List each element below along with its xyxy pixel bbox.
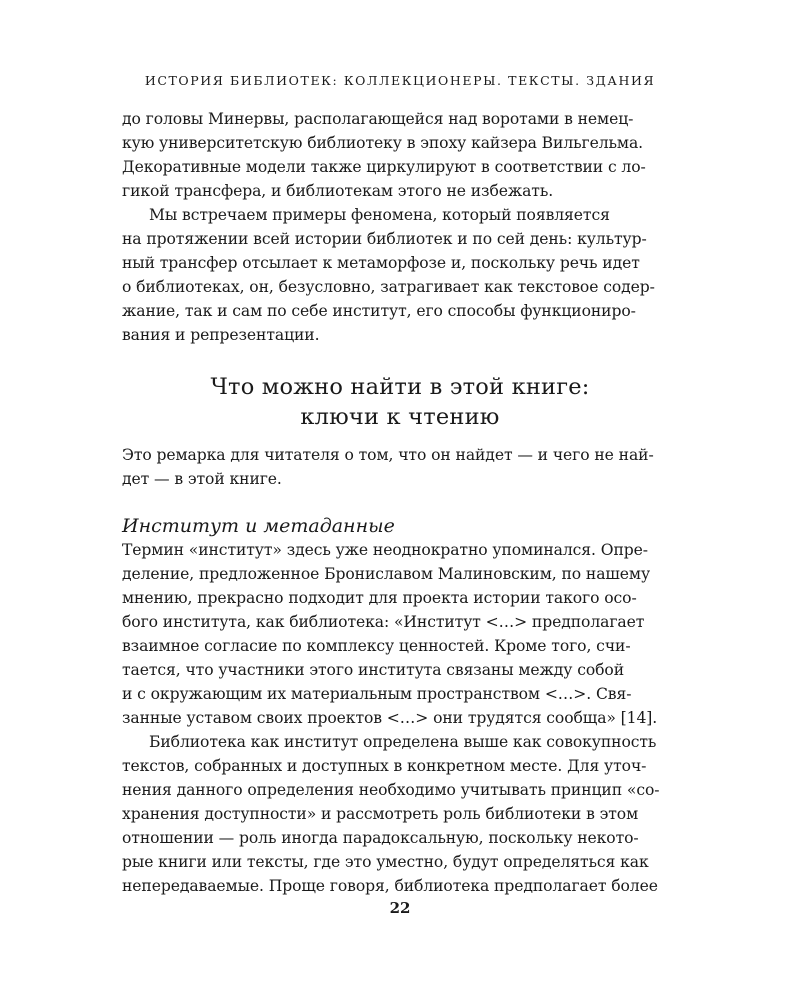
text-line: дет — в этой книге. bbox=[122, 470, 282, 488]
paragraph bbox=[122, 538, 680, 730]
top-text-block bbox=[122, 107, 680, 347]
text-line: текстов, собранных и доступных в конкретном месте. Для уточ- bbox=[122, 757, 647, 775]
paragraph bbox=[122, 730, 680, 898]
text-line: Мы встречаем примеры феномена, который появляется bbox=[149, 206, 610, 224]
text-line: и с окружающим их материальным пространством <…>. Свя- bbox=[122, 685, 632, 703]
text-line: Это ремарка для читателя о том, что он найдет — и чего не най- bbox=[122, 446, 654, 464]
section-heading-line: ключи к чтению bbox=[300, 404, 500, 430]
running-head: ИСТОРИЯ БИБЛИОТЕК: КОЛЛЕКЦИОНЕРЫ. ТЕКСТЫ. ЗДАНИЯ bbox=[144, 73, 656, 88]
text-line: рые книги или тексты, где это уместно, будут определяться как bbox=[122, 853, 649, 871]
text-line: взаимное согласие по комплексу ценностей. Кроме того, счи- bbox=[122, 637, 631, 655]
text-line: Библиотека как институт определена выше как совокупность bbox=[149, 733, 657, 751]
text-line: до головы Минервы, располагающейся над воротами в немец- bbox=[122, 110, 634, 128]
text-line: занные уставом своих проектов <…> они трудятся сообща» [14]. bbox=[122, 709, 658, 727]
subheading: Институт и метаданные bbox=[122, 515, 395, 537]
text-line: Декоративные модели также циркулируют в соответствии с ло- bbox=[122, 158, 646, 176]
text-line: Термин «институт» здесь уже неоднократно упоминался. Опре- bbox=[122, 541, 648, 559]
text-line: на протяжении всей истории библиотек и по сей день: культур- bbox=[122, 230, 647, 248]
text-line: хранения доступности» и рассмотреть роль библиотеки в этом bbox=[122, 805, 639, 823]
text-line: о библиотеках, он, безусловно, затрагивает как текстовое содер- bbox=[122, 278, 655, 296]
paragraph bbox=[122, 203, 680, 347]
paragraph bbox=[122, 107, 680, 203]
intro-paragraph bbox=[122, 443, 680, 491]
section-heading bbox=[120, 372, 680, 432]
text-line: мнению, прекрасно подходит для проекта истории такого осо- bbox=[122, 589, 637, 607]
page-number: 22 bbox=[389, 899, 411, 917]
text-line: тается, что участники этого института связаны между собой bbox=[122, 661, 624, 679]
text-line: вания и репрезентации. bbox=[122, 326, 320, 344]
text-line: непередаваемые. Проще говоря, библиотека предполагает более bbox=[122, 877, 658, 895]
text-line: деление, предложенное Брониславом Малиновским, по нашему bbox=[122, 565, 651, 583]
text-line: отношении — роль иногда парадоксальную, поскольку некото- bbox=[122, 829, 639, 847]
section-heading-line: Что можно найти в этой книге: bbox=[210, 374, 590, 400]
text-line: ный трансфер отсылает к метаморфозе и, поскольку речь идет bbox=[122, 254, 640, 272]
text-line: кую университетскую библиотеку в эпоху кайзера Вильгельма. bbox=[122, 134, 643, 152]
text-line: бого института, как библиотека: «Институт <…> предполагает bbox=[122, 613, 645, 631]
text-line: нения данного определения необходимо учитывать принцип «со- bbox=[122, 781, 660, 799]
text-line: жание, так и сам по себе институт, его способы функциониро- bbox=[122, 302, 636, 320]
text-line: гикой трансфера, и библиотекам этого не избежать. bbox=[122, 182, 554, 200]
body-text-block bbox=[122, 538, 680, 898]
